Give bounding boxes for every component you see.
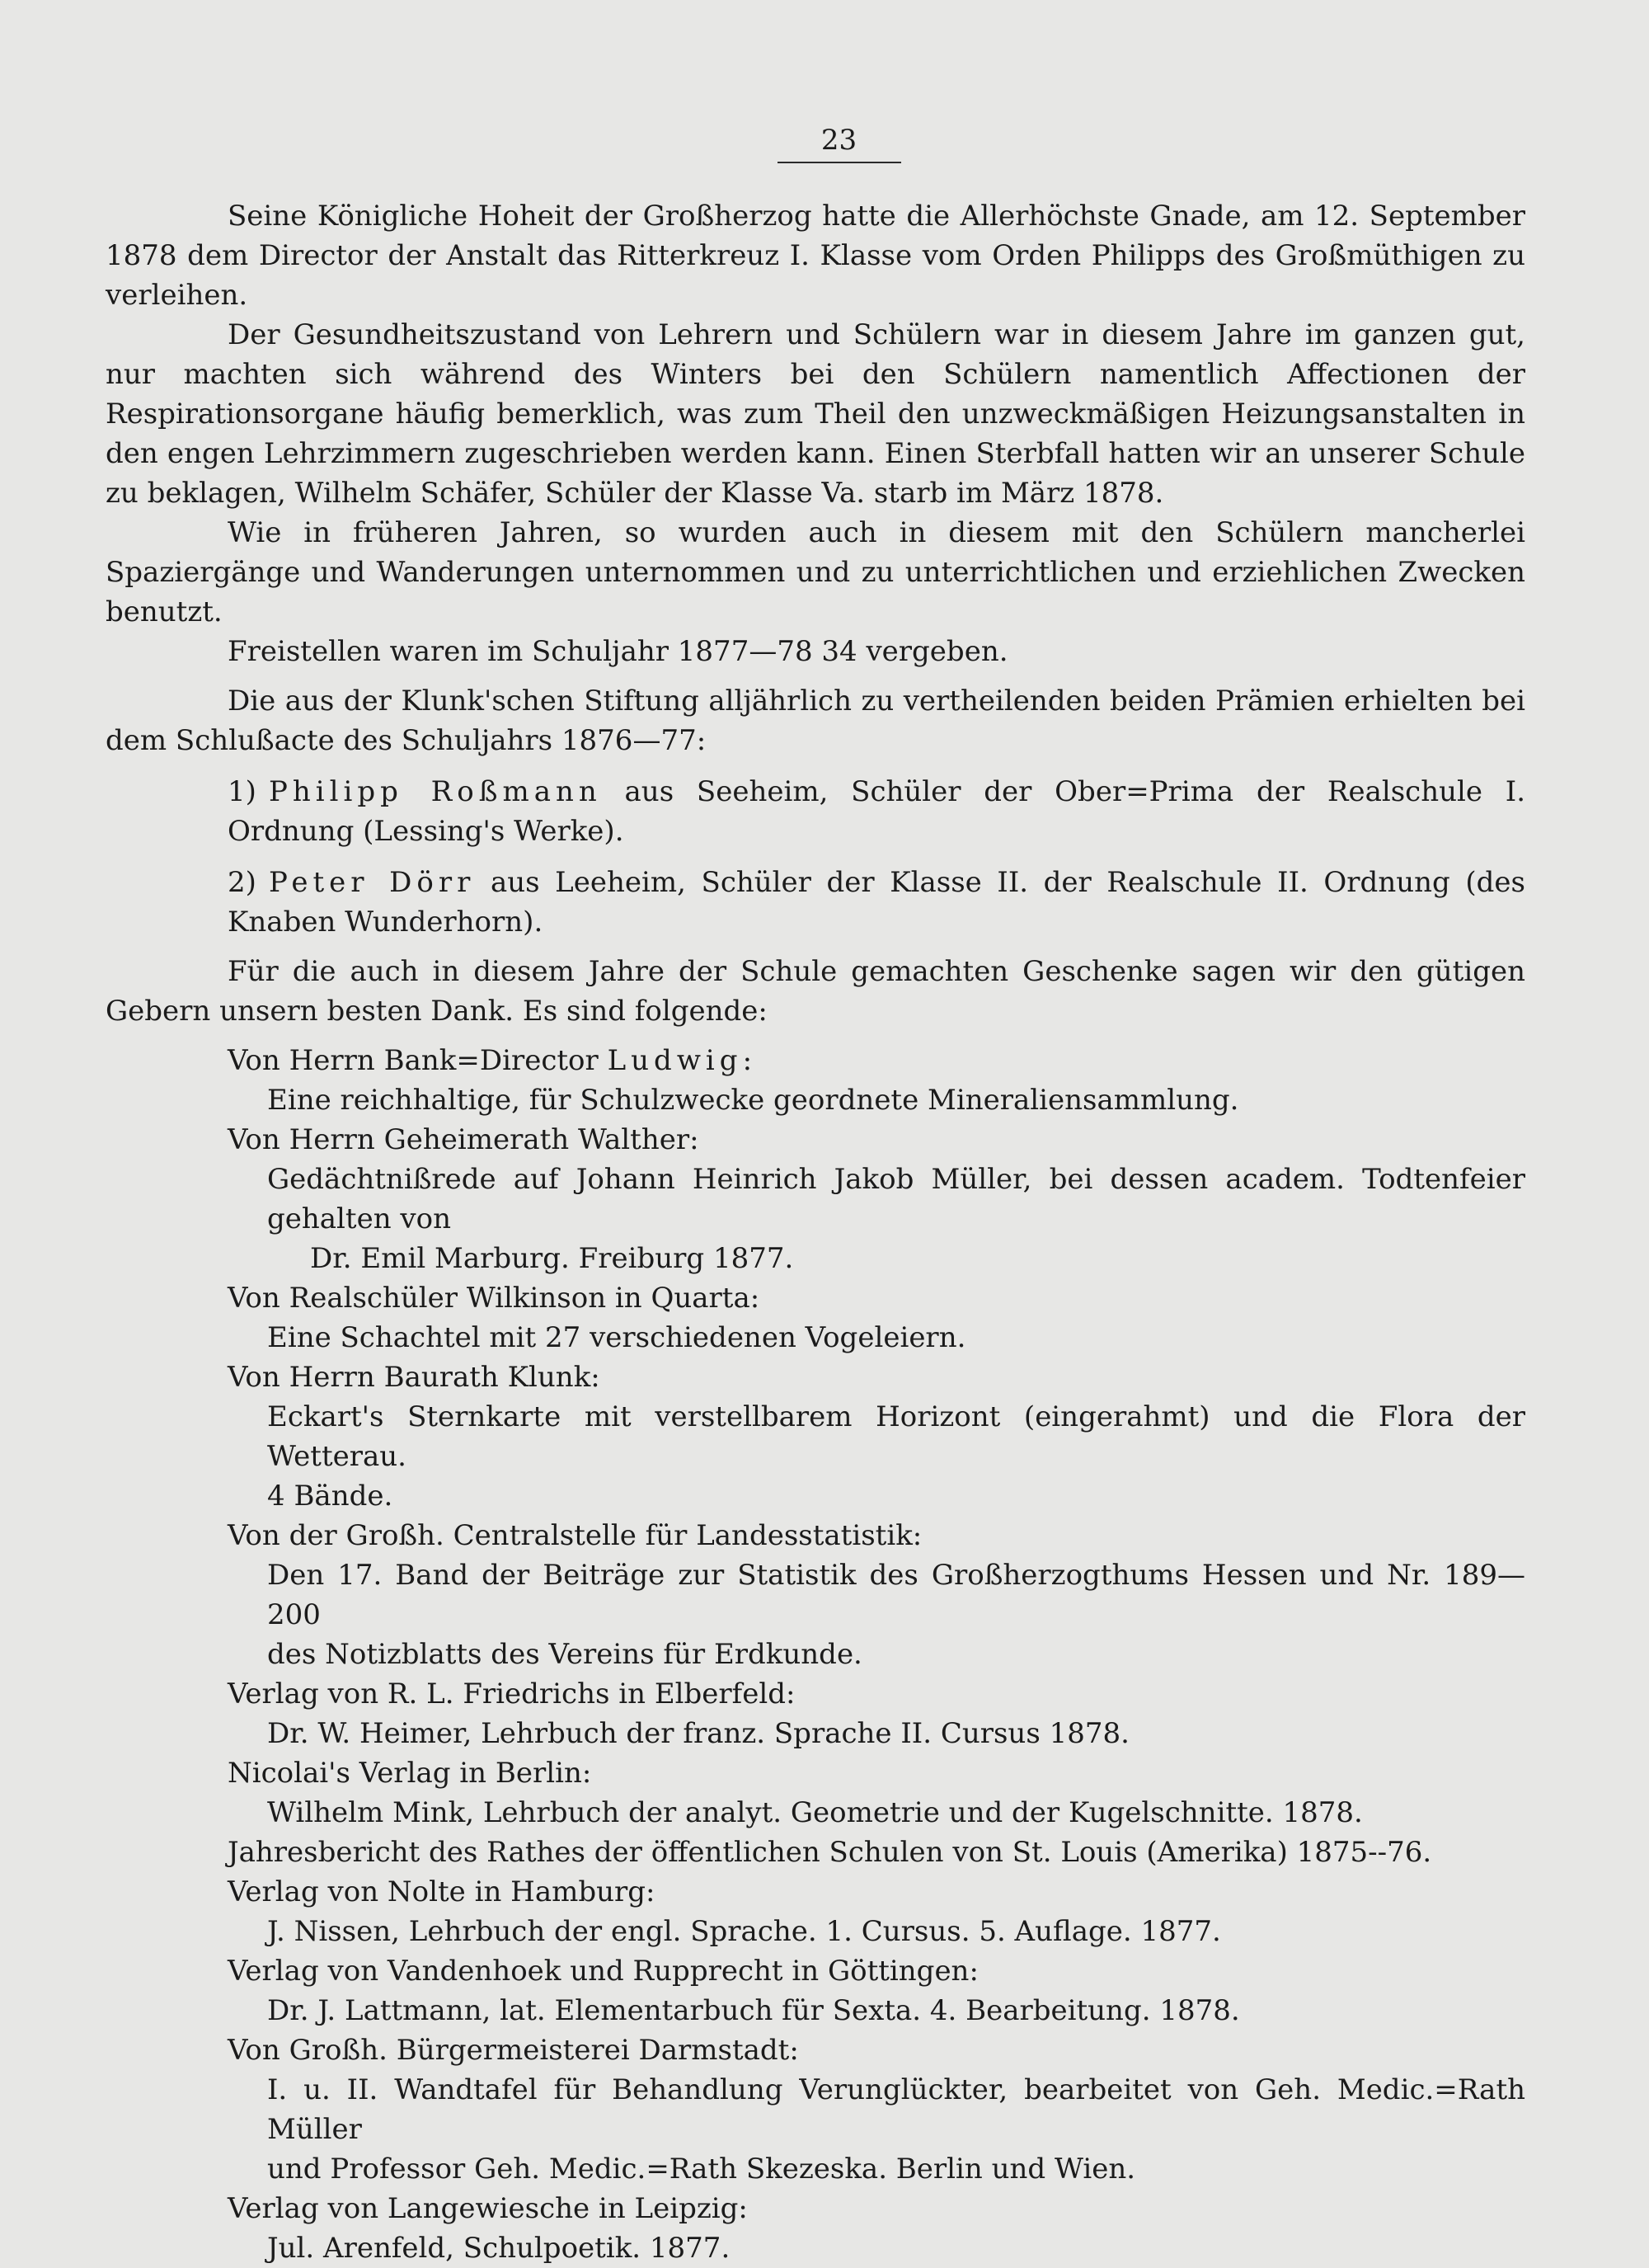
gift-line: Dr. W. Heimer, Lehrbuch der franz. Sprache II. Cursus 1878.: [267, 1717, 1130, 1750]
gift-line: Eine Schachtel mit 27 verschiedenen Vogeleiern.: [267, 1321, 966, 1354]
gift-line: J. Nissen, Lehrbuch der engl. Sprache. 1. Cursus. 5. Auflage. 1877.: [267, 1915, 1221, 1948]
prize-description: aus Seeheim, Schüler der Ober=Prima der Realschule I. Ordnung (Lessing's Werke).: [228, 775, 1525, 848]
gift-continuation: 4 Bände.: [267, 1480, 393, 1513]
paragraph-prizes-intro: Die aus der Klunk'schen Stiftung alljährlich zu vertheilenden beiden Prämien erhielten bei dem Schlußacte des Schuljahrs 1876—77:: [106, 685, 1525, 757]
donor-line: Von Herrn Geheimerath Walther:: [228, 1123, 699, 1156]
donor-suffix: :: [742, 1044, 753, 1077]
prize-item: [228, 863, 1525, 942]
paragraph-honor: Seine Königliche Hoheit der Großherzog hatte die Allerhöchste Gnade, am 12. September 1878 dem Director der Anstalt das Ritterkreuz I. Klasse vom Orden Philipps des Großmüthigen zu verleihen.: [106, 200, 1525, 312]
donor-line: Von Herrn Baurath Klunk:: [228, 1361, 600, 1394]
donor-line: [228, 1041, 1525, 1080]
donor-line: Jahresbericht des Rathes der öffentlichen Schulen von St. Louis (Amerika) 1875--76.: [228, 1836, 1432, 1869]
gift-line: Eckart's Sternkarte mit verstellbarem Horizont (eingerahmt) und die Flora der Wetterau.: [267, 1400, 1525, 1473]
gift-line: I. u. II. Wandtafel für Behandlung Verunglückter, bearbeitet von Geh. Medic.=Rath Müller: [267, 2073, 1525, 2146]
gift-line: Gedächtnißrede auf Johann Heinrich Jakob Müller, bei dessen academ. Todtenfeier gehalten von: [267, 1163, 1525, 1235]
page-header: [775, 124, 903, 163]
prize-number: 2): [228, 866, 256, 899]
prize-item: [228, 772, 1525, 851]
donor-line: Von der Großh. Centralstelle für Landesstatistik:: [228, 1519, 923, 1552]
paragraph-health: Der Gesundheitszustand von Lehrern und Schülern war in diesem Jahre im ganzen gut, nur machten sich während des Winters bei den Schülern namentlich Affectionen der Respirationsorgane häufig bemerklich, was zum Theil den unzweckmäßigen Heizungsanstalten in den engen Lehrzimmern zugeschrieben werden kann. Einen Sterbfall hatten wir an unserer Schule zu beklagen, Wilhelm Schäfer, Schüler der Klasse Va. starb im März 1878.: [106, 318, 1525, 510]
body-text: [106, 196, 1525, 2268]
prize-number: 1): [228, 775, 256, 808]
donor-text: Von Herrn Bank=Director: [228, 1044, 608, 1077]
donor-line: Verlag von Langewiesche in Leipzig:: [228, 2192, 748, 2225]
donation-list: [106, 1041, 1525, 2268]
gift-line: Den 17. Band der Beiträge zur Statistik des Großherzogthums Hessen und Nr. 189—200: [267, 1559, 1525, 1631]
gift-continuation: und Professor Geh. Medic.=Rath Skezeska. Berlin und Wien.: [267, 2153, 1136, 2186]
donor-line: Verlag von R. L. Friedrichs in Elberfeld:: [228, 1677, 796, 1710]
gift-continuation: des Notizblatts des Vereins für Erdkunde.: [267, 1638, 862, 1671]
gift-line: Dr. J. Lattmann, lat. Elementarbuch für Sexta. 4. Bearbeitung. 1878.: [267, 1994, 1240, 2027]
prize-description: aus Leeheim, Schüler der Klasse II. der Realschule II. Ordnung (des Knaben Wunderhorn).: [228, 866, 1525, 939]
gift-line: Eine reichhaltige, für Schulzwecke geordnete Mineraliensammlung.: [267, 1084, 1239, 1117]
page-number: 23: [820, 124, 857, 157]
prize-recipient: Philipp Roßmann: [269, 775, 602, 808]
prize-recipient: Peter Dörr: [269, 866, 476, 899]
donor-line: Von Realschüler Wilkinson in Quarta:: [228, 1282, 760, 1315]
gift-line: Wilhelm Mink, Lehrbuch der analyt. Geometrie und der Kugelschnitte. 1878.: [267, 1796, 1363, 1829]
donor-line: Verlag von Nolte in Hamburg:: [228, 1875, 655, 1908]
paragraph-thanks: Für die auch in diesem Jahre der Schule gemachten Geschenke sagen wir den gütigen Gebern unsern besten Dank. Es sind folgende:: [106, 955, 1525, 1028]
donor-line: Verlag von Vandenhoek und Rupprecht in Göttingen:: [228, 1955, 979, 1988]
gift-line: Jul. Arenfeld, Schulpoetik. 1877.: [267, 2232, 731, 2265]
donor-name: Ludwig: [607, 1044, 743, 1077]
donor-line: Nicolai's Verlag in Berlin:: [228, 1757, 592, 1790]
paragraph-free-places: Freistellen waren im Schuljahr 1877—78 34 vergeben.: [228, 635, 1008, 668]
gift-continuation: Dr. Emil Marburg. Freiburg 1877.: [310, 1242, 794, 1275]
donor-line: Von Großh. Bürgermeisterei Darmstadt:: [228, 2034, 799, 2067]
header-rule: [778, 162, 901, 163]
paragraph-excursions: Wie in früheren Jahren, so wurden auch in diesem mit den Schülern mancherlei Spaziergänge und Wanderungen unternommen und zu unterrichtlichen und erziehlichen Zwecken benutzt.: [106, 516, 1525, 628]
